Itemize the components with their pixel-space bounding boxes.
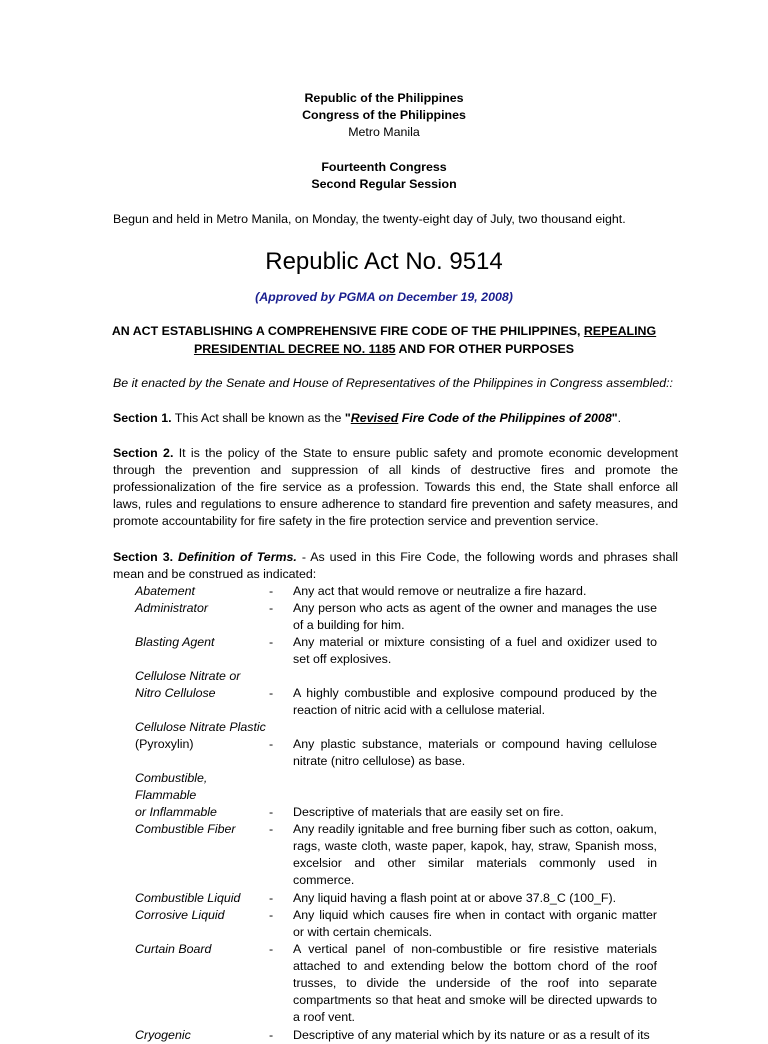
definition-cellulose-plastic [135, 736, 657, 770]
definition-dash: - [269, 686, 274, 700]
act-title-part: AN ACT ESTABLISHING A COMPREHENSIVE FIRE CODE OF THE PHILIPPINES, [111, 324, 584, 338]
definition-administrator [135, 600, 657, 634]
section-1-code-name: Fire Code of the Philippines of 2008 [398, 411, 612, 425]
section-3-text: - As used in this Fire Code, the following words and phrases shall mean and be construed as indicated: [113, 550, 678, 581]
session-congress: Fourteenth Congress [321, 160, 447, 174]
act-title-repealing: REPEALING [583, 324, 657, 338]
section-3-heading: Definition of Terms. [177, 550, 297, 564]
definition-curtain-board [135, 941, 657, 1026]
section-1-period: . [617, 411, 622, 425]
header-congress: Congress of the Philippines [302, 108, 466, 122]
definition-term: Combustible Fiber [135, 822, 236, 836]
definition-desc: Any readily ignitable and free burning fiber such as cotton, oakum, rags, waste cloth, waste paper, kapok, hay, straw, Spanish moss, excelsior and other similar materials commonly used in commerce. [293, 822, 657, 887]
header-republic: Republic of the Philippines [304, 91, 464, 105]
definition-desc: Any person who acts as agent of the owner and manages the use of a building for him. [293, 601, 657, 632]
definition-desc: Any liquid which causes fire when in contact with organic matter or with certain chemicals. [293, 908, 657, 939]
enacting-clause: Be it enacted by the Senate and House of Representatives of the Philippines in Congress assembled:: [113, 376, 673, 390]
definition-dash: - [269, 601, 274, 615]
definition-desc: Any plastic substance, materials or compound having cellulose nitrate (nitro cellulose) as base. [293, 737, 657, 768]
section-1 [113, 410, 673, 427]
definition-dash: - [269, 822, 274, 836]
definition-term: Combustible, Flammable [135, 771, 208, 802]
definition-cellulose-nitrate [135, 685, 657, 719]
section-1-quote-open: " [344, 411, 351, 425]
session-regular: Second Regular Session [311, 177, 457, 191]
definitions-list [135, 583, 657, 1044]
header-location: Metro Manila [348, 125, 420, 139]
definition-term: Curtain Board [135, 942, 212, 956]
section-1-revised: Revised [350, 411, 399, 425]
section-2-text: It is the policy of the State to ensure public safety and promote economic development through the prevention and suppression of all kinds of destructive fires and promote the professionalization of the fire service as a profession. Towards this end, the State shall enforce all laws, rules and regulations to ensure adherence to standard fire prevention and safety measures, and promote accountability for fire safety in the fire protection service and prevention service. [113, 446, 679, 528]
definition-desc: Any liquid having a flash point at or above 37.8_C (100_F). [293, 891, 617, 905]
act-title-part: AND FOR OTHER PURPOSES [395, 342, 575, 356]
definition-dash: - [269, 584, 274, 598]
act-title-decree: PRESIDENTIAL DECREE NO. 1185 [193, 342, 396, 356]
definition-combustible-liquid [135, 890, 657, 907]
definition-term: or Inflammable [135, 805, 217, 819]
section-3-label: Section 3. [113, 550, 178, 564]
definition-term: Combustible Liquid [135, 891, 241, 905]
definition-cellulose-nitrate-head [135, 668, 657, 685]
section-1-quote-close: " [611, 411, 618, 425]
definition-desc: Descriptive of any material which by its nature or as a result of its [293, 1028, 650, 1042]
approval-note: (Approved by PGMA on December 19, 2008) [255, 290, 513, 304]
section-1-label: Section 1. [113, 411, 172, 425]
definition-corrosive-liquid [135, 907, 657, 941]
definition-term: Abatement [135, 584, 195, 598]
section-3 [113, 549, 678, 583]
definition-dash: - [269, 942, 274, 956]
section-1-text: This Act shall be known as the [171, 411, 345, 425]
definition-term: Cryogenic [135, 1028, 191, 1042]
definition-term: (Pyroxylin) [135, 737, 194, 751]
definition-term: Cellulose Nitrate Plastic [135, 720, 266, 734]
definition-term: Blasting Agent [135, 635, 215, 649]
section-2 [113, 445, 678, 530]
definition-cellulose-plastic-head [135, 719, 657, 736]
definition-dash: - [269, 635, 274, 649]
definition-abatement [135, 583, 657, 600]
act-title-line-2 [0, 341, 768, 358]
definition-term: Administrator [135, 601, 208, 615]
definition-term: Nitro Cellulose [135, 686, 216, 700]
definition-desc: Any act that would remove or neutralize a fire hazard. [293, 584, 587, 598]
definition-term: Corrosive Liquid [135, 908, 225, 922]
definition-dash: - [269, 908, 274, 922]
page-title: Republic Act No. 9514 [265, 248, 503, 275]
begun-statement: Begun and held in Metro Manila, on Monday, the twenty-eight day of July, two thousand eight. [113, 212, 626, 226]
definition-desc: A vertical panel of non-combustible or fire resistive materials attached to and extending below the bottom chord of the roof trusses, to divide the underside of the roof into separate compartments so that heat and smoke will be directed upwards to a roof vent. [293, 942, 657, 1024]
definition-combustible-fiber [135, 821, 657, 889]
definition-dash: - [269, 737, 274, 751]
definition-combustible-head [135, 770, 657, 804]
definition-dash: - [269, 891, 274, 905]
section-2-label: Section 2. [113, 446, 174, 460]
definition-cryogenic [135, 1027, 657, 1044]
definition-desc: Descriptive of materials that are easily set on fire. [293, 805, 564, 819]
definition-dash: - [269, 1028, 274, 1042]
definition-blasting-agent [135, 634, 657, 668]
definition-combustible [135, 804, 657, 821]
act-title-line-1 [0, 323, 768, 340]
definition-term: Cellulose Nitrate or [135, 669, 241, 683]
definition-dash: - [269, 805, 274, 819]
definition-desc: A highly combustible and explosive compound produced by the reaction of nitric acid with a cellulose material. [293, 686, 657, 717]
definition-desc: Any material or mixture consisting of a fuel and oxidizer used to set off explosives. [293, 635, 657, 666]
